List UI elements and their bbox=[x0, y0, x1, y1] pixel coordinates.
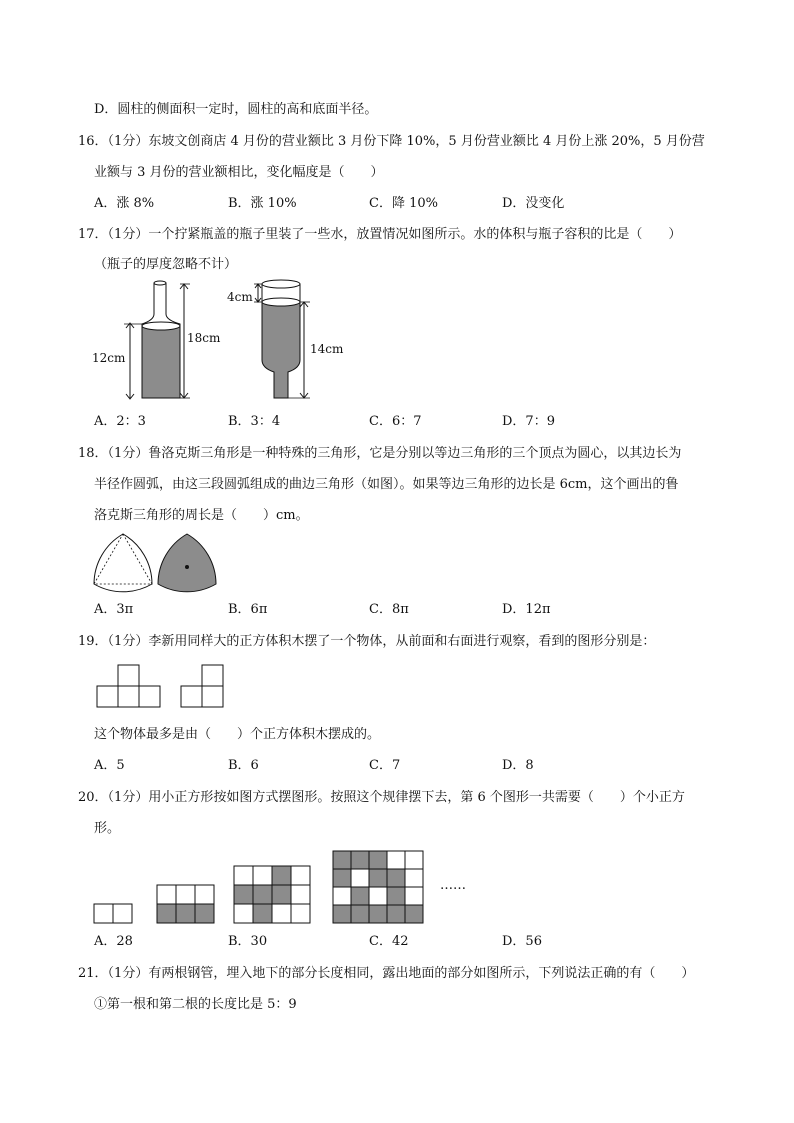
q16-option-b[interactable]: B．涨 10% bbox=[228, 196, 297, 211]
q17-option-d[interactable]: D．7：9 bbox=[502, 414, 555, 429]
label-4cm: 4cm bbox=[227, 290, 253, 304]
grid-cell bbox=[272, 904, 291, 923]
grid-cell bbox=[405, 869, 423, 887]
grid-cell bbox=[253, 866, 272, 885]
reuleaux-filled bbox=[158, 534, 216, 592]
q17-option-b[interactable]: B．3：4 bbox=[228, 414, 281, 429]
q16-stem-line2: 业额与 3 月份的营业额相比，变化幅度是（ ） bbox=[94, 165, 384, 180]
grid-cell bbox=[405, 851, 423, 869]
grid-cell bbox=[351, 869, 369, 887]
grid-cell bbox=[291, 904, 310, 923]
q21-statement-1: ①第一根和第二根的长度比是 5：9 bbox=[94, 997, 297, 1012]
grid-cell bbox=[369, 887, 387, 905]
q16-stem-line1: 16．（1分）东坡文创商店 4 月份的营业额比 3 月份下降 10%，5 月份营业额比 4 月份上涨 20%，5 月份营 bbox=[78, 134, 705, 149]
grid-cell bbox=[113, 904, 132, 923]
q16-option-d[interactable]: D．没变化 bbox=[502, 196, 565, 211]
q20-option-a[interactable]: A．28 bbox=[94, 934, 133, 949]
q18-option-d[interactable]: D．12π bbox=[502, 602, 551, 617]
q20-option-c[interactable]: C．42 bbox=[369, 934, 409, 949]
grid-cell bbox=[272, 885, 291, 904]
grid-cell bbox=[351, 851, 369, 869]
grid-cell bbox=[333, 869, 351, 887]
q17-stem-line2: （瓶子的厚度忽略不计） bbox=[94, 257, 238, 272]
q16-option-c[interactable]: C．降 10% bbox=[369, 196, 438, 211]
left-bottle-water bbox=[142, 326, 180, 398]
q19-stem-line1: 19．（1分）李新用同样大的正方体积木摆了一个物体，从前面和右面进行观察，看到的图形分别是： bbox=[78, 634, 656, 649]
reuleaux-figures bbox=[92, 532, 222, 592]
grid-cell bbox=[387, 887, 405, 905]
grid-cell bbox=[333, 905, 351, 923]
bottle-upright-figure bbox=[90, 278, 230, 404]
grid-cell bbox=[387, 851, 405, 869]
q20-stem-line1: 20．（1分）用小正方形按如图方式摆图形。按照这个规律摆下去，第 6 个图形一共需要（ ）个小正方 bbox=[78, 790, 685, 805]
q18-option-a[interactable]: A．3π bbox=[94, 602, 134, 617]
q19-option-c[interactable]: C．7 bbox=[369, 758, 401, 773]
grid-cell bbox=[234, 904, 253, 923]
grid-cell bbox=[234, 885, 253, 904]
q18-stem-line3: 洛克斯三角形的周长是（ ）cm。 bbox=[94, 508, 309, 523]
q20-option-d[interactable]: D．56 bbox=[502, 934, 542, 949]
q19-option-a[interactable]: A．5 bbox=[94, 758, 125, 773]
bottle-inverted-figure bbox=[224, 278, 364, 404]
q18-option-c[interactable]: C．8π bbox=[369, 602, 409, 617]
grid-cell bbox=[351, 887, 369, 905]
q20-stem-line2: 形。 bbox=[94, 821, 121, 836]
front-view bbox=[97, 665, 160, 707]
q16-option-a[interactable]: A．涨 8% bbox=[94, 196, 155, 211]
grid-cell bbox=[234, 866, 253, 885]
q20-ellipsis: …… bbox=[440, 878, 466, 893]
right-bottle-water bbox=[262, 302, 300, 398]
q20-pattern-figures bbox=[94, 844, 434, 926]
q19-views bbox=[96, 664, 226, 708]
grid-cell bbox=[333, 887, 351, 905]
q17-option-a[interactable]: A．2：3 bbox=[94, 414, 146, 429]
label-18cm: 18cm bbox=[187, 331, 221, 345]
grid-cell bbox=[369, 851, 387, 869]
grid-cell bbox=[157, 885, 176, 904]
pattern-figure-2 bbox=[157, 885, 214, 923]
grid-cell bbox=[369, 905, 387, 923]
pattern-figure-1 bbox=[94, 904, 132, 923]
q19-stem-line2: 这个物体最多是由（ ）个正方体积木摆成的。 bbox=[94, 727, 381, 742]
grid-cell bbox=[387, 869, 405, 887]
grid-cell bbox=[253, 885, 272, 904]
q19-option-b[interactable]: B．6 bbox=[228, 758, 259, 773]
grid-cell bbox=[253, 904, 272, 923]
grid-cell bbox=[333, 851, 351, 869]
grid-cell bbox=[272, 866, 291, 885]
grid-cell bbox=[351, 905, 369, 923]
grid-cell bbox=[387, 905, 405, 923]
grid-cell bbox=[176, 885, 195, 904]
pattern-figure-3 bbox=[234, 866, 310, 923]
grid-cell bbox=[195, 904, 214, 923]
reuleaux-outline-with-triangle bbox=[94, 534, 152, 592]
right-view bbox=[181, 665, 223, 707]
q20-option-b[interactable]: B．30 bbox=[228, 934, 268, 949]
grid-cell bbox=[405, 887, 423, 905]
q18-stem-line1: 18．（1分）鲁洛克斯三角形是一种特殊的三角形，它是分别以等边三角形的三个顶点为圆心，以其边长为 bbox=[78, 446, 682, 461]
grid-cell bbox=[291, 885, 310, 904]
grid-cell bbox=[176, 904, 195, 923]
label-14cm: 14cm bbox=[310, 342, 344, 356]
grid-cell bbox=[405, 905, 423, 923]
q17-option-c[interactable]: C．6：7 bbox=[369, 414, 422, 429]
q19-option-d[interactable]: D．8 bbox=[502, 758, 534, 773]
q21-stem-line1: 21．（1分）有两根钢管，埋入地下的部分长度相同，露出地面的部分如图所示，下列说法正确的有（ ） bbox=[78, 966, 695, 981]
grid-cell bbox=[157, 904, 176, 923]
q15-option-d: D．圆柱的侧面积一定时，圆柱的高和底面半径。 bbox=[94, 102, 378, 117]
label-12cm: 12cm bbox=[92, 351, 126, 365]
pattern-figure-4 bbox=[333, 851, 423, 923]
grid-cell bbox=[369, 869, 387, 887]
q17-stem-line1: 17．（1分）一个拧紧瓶盖的瓶子里装了一些水，放置情况如图所示。水的体积与瓶子容积的比是（ ） bbox=[78, 227, 682, 242]
q18-stem-line2: 半径作圆弧，由这三段圆弧组成的曲边三角形（如图）。如果等边三角形的边长是 6cm，这个画出的鲁 bbox=[94, 477, 679, 492]
grid-cell bbox=[195, 885, 214, 904]
q18-option-b[interactable]: B．6π bbox=[228, 602, 268, 617]
grid-cell bbox=[94, 904, 113, 923]
grid-cell bbox=[291, 866, 310, 885]
